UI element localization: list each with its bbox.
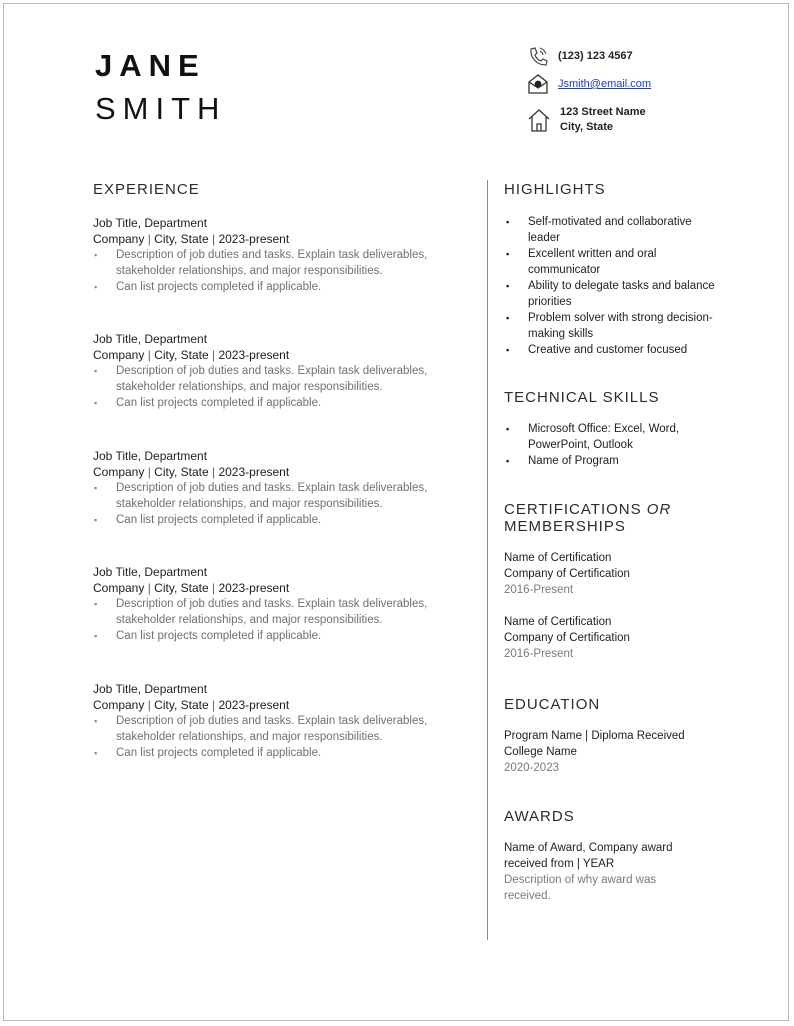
contact-email-row [527, 74, 651, 94]
job-title: Job Title, Department [93, 449, 208, 463]
award-description: Description of why award was received. [504, 874, 657, 902]
job-title: Job Title, Department [93, 216, 208, 230]
job-bullet: ▪ Can list projects completed if applicable. [93, 395, 453, 411]
job-bullets [93, 596, 453, 644]
award-received-line: received from | YEAR [504, 858, 615, 870]
job-bullets [93, 363, 453, 411]
job-entry [93, 331, 453, 411]
certification-name: Name of Certification [504, 616, 612, 628]
job-title: Job Title, Department [93, 332, 208, 346]
job-bullet: ▪ Can list projects completed if applicable. [93, 745, 453, 761]
phone-icon [527, 46, 549, 66]
contact-address [527, 105, 646, 135]
job-bullet: ▪ Can list projects completed if applicable. [93, 512, 453, 528]
job-bullet: ▪ Description of job duties and tasks. Explain task deliverables, stakeholder relationships, and major responsibilities. [93, 480, 453, 512]
technical-skills-heading: TECHNICAL SKILLS [504, 389, 660, 406]
contact-phone [527, 46, 633, 66]
address-line-1: 123 Street Name [560, 106, 646, 118]
job-bullets [93, 247, 453, 295]
list-item: ▪ Microsoft Office: Excel, Word, PowerPoint, Outlook [505, 421, 705, 453]
highlights-list [505, 214, 725, 358]
list-item: ▪ Ability to delegate tasks and balance priorities [505, 278, 725, 310]
list-item: ▪ Creative and customer focused [505, 342, 725, 358]
certification-dates: 2016-Present [504, 584, 574, 596]
certification-entry [504, 550, 724, 598]
list-item: ▪ Name of Program [505, 453, 705, 469]
job-entry [93, 448, 453, 528]
certification-name: Name of Certification [504, 552, 612, 564]
education-dates: 2020-2023 [504, 762, 559, 774]
last-name: SMITH [95, 91, 227, 126]
certification-company: Company of Certification [504, 568, 630, 580]
list-item: ▪ Problem solver with strong decision-making skills [505, 310, 725, 342]
awards-heading: AWARDS [504, 808, 575, 825]
job-bullets [93, 480, 453, 528]
email-icon [527, 74, 549, 94]
job-title: Job Title, Department [93, 682, 208, 696]
highlights-heading: HIGHLIGHTS [504, 181, 606, 198]
experience-heading: EXPERIENCE [93, 181, 200, 198]
column-divider [487, 180, 488, 940]
email-link[interactable]: Jsmith@email.com [558, 78, 652, 90]
job-company-line: Company | City, State | 2023-present [93, 232, 290, 246]
job-company-line: Company | City, State | 2023-present [93, 698, 290, 712]
list-item: ▪ Self-motivated and collaborative leader [505, 214, 725, 246]
job-entry [93, 215, 453, 295]
certification-entry [504, 614, 724, 662]
phone-number: (123) 123 4567 [558, 50, 633, 62]
job-bullet: ▪ Can list projects completed if applicable. [93, 279, 453, 295]
job-bullet: ▪ Can list projects completed if applicable. [93, 628, 453, 644]
job-title: Job Title, Department [93, 565, 208, 579]
education-college: College Name [504, 746, 577, 758]
job-company-line: Company | City, State | 2023-present [93, 348, 290, 362]
job-bullet: ▪ Description of job duties and tasks. Explain task deliverables, stakeholder relationships, and major responsibilities. [93, 596, 453, 628]
technical-skills-list [505, 421, 705, 469]
job-bullets [93, 713, 453, 761]
home-icon [527, 107, 551, 133]
education-program-line: Program Name | Diploma Received [504, 730, 685, 742]
job-company-line: Company | City, State | 2023-present [93, 465, 290, 479]
job-entry [93, 564, 453, 644]
certification-dates: 2016-Present [504, 648, 574, 660]
job-bullet: ▪ Description of job duties and tasks. Explain task deliverables, stakeholder relationships, and major responsibilities. [93, 713, 453, 745]
job-bullet: ▪ Description of job duties and tasks. Explain task deliverables, stakeholder relationships, and major responsibilities. [93, 247, 453, 279]
education-heading: EDUCATION [504, 696, 601, 713]
job-company-line: Company | City, State | 2023-present [93, 581, 290, 595]
certification-company: Company of Certification [504, 632, 630, 644]
award-name: Name of Award, Company award [504, 842, 673, 854]
first-name: JANE [95, 48, 206, 83]
list-item: ▪ Excellent written and oral communicator [505, 246, 725, 278]
job-bullet: ▪ Description of job duties and tasks. Explain task deliverables, stakeholder relationships, and major responsibilities. [93, 363, 453, 395]
address-line-2: City, State [560, 121, 613, 133]
award-entry [504, 840, 694, 904]
job-entry [93, 681, 453, 761]
certifications-heading: CERTIFICATIONS OR MEMBERSHIPS [504, 501, 672, 535]
education-entry [504, 728, 724, 776]
